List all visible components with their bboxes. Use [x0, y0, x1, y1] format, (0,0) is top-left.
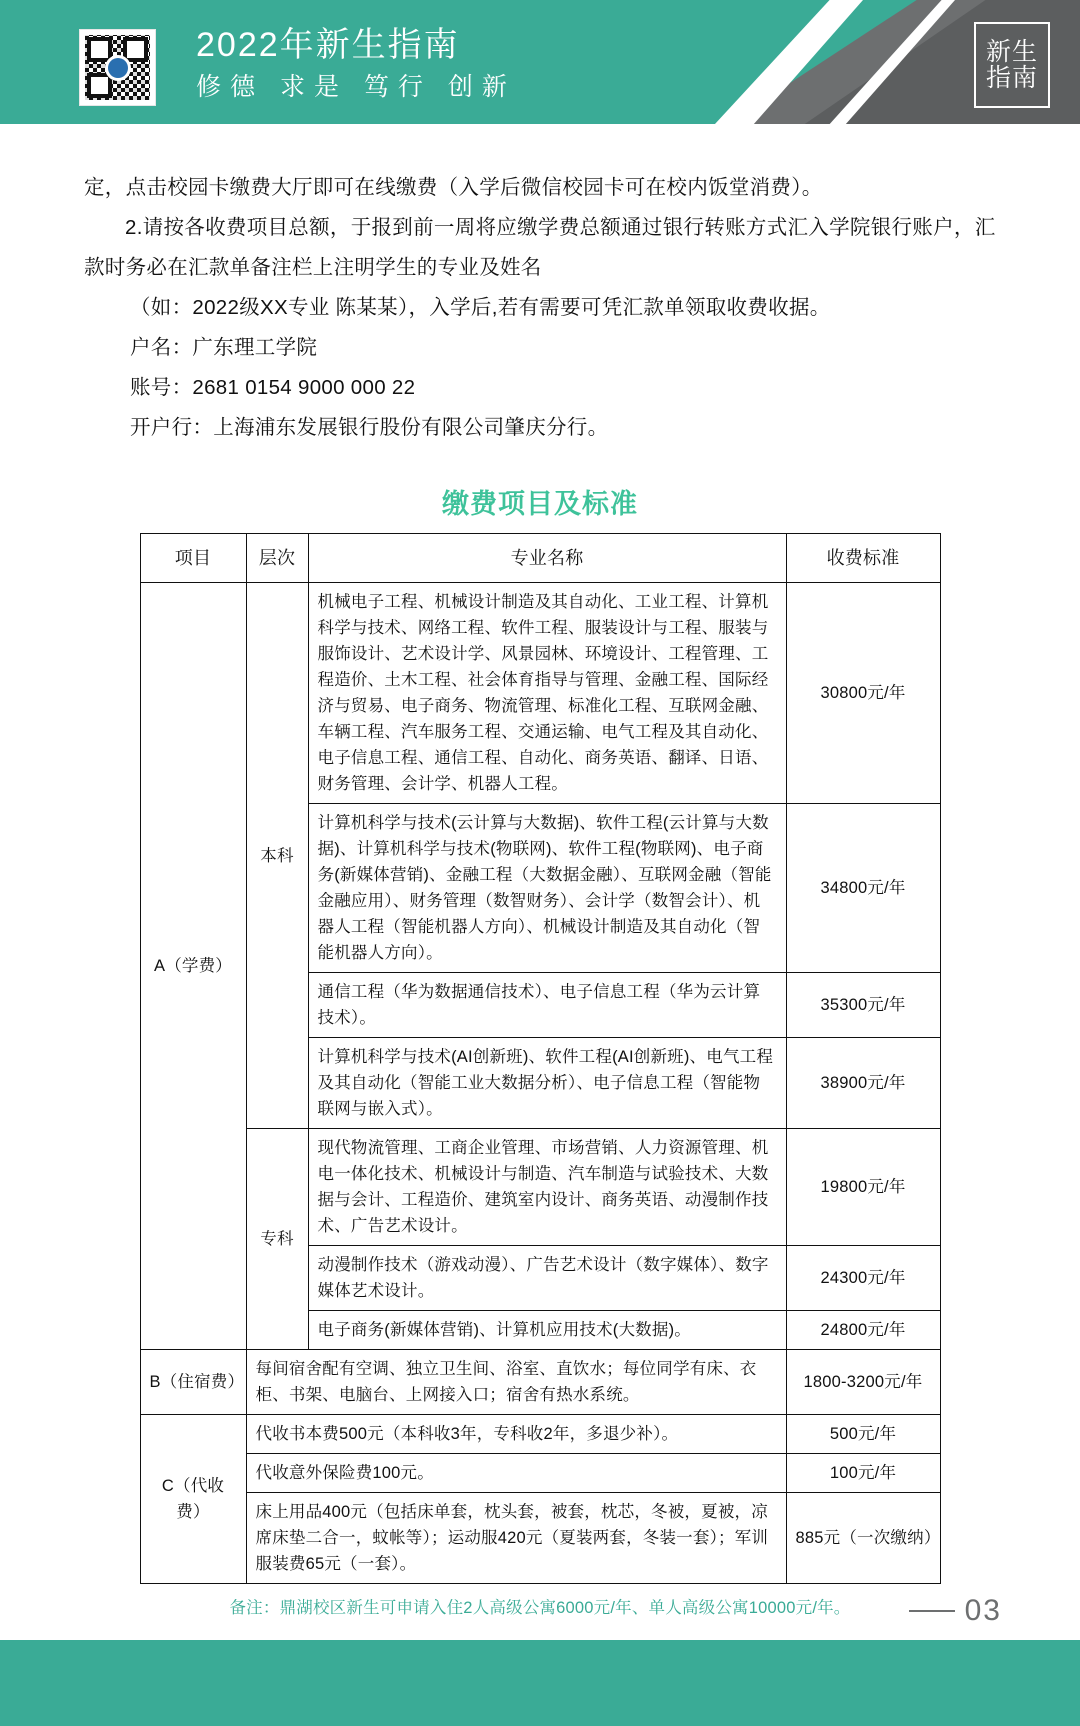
- misc-description-cell: 代收意外保险费100元。: [246, 1454, 786, 1493]
- fee-cell: 100元/年: [786, 1454, 940, 1493]
- page-number: 03: [964, 1594, 1002, 1627]
- fee-cell: 19800元/年: [786, 1129, 940, 1246]
- account-number-line: 账号：2681 0154 9000 000 22: [130, 376, 416, 399]
- folio-dash-icon: [909, 1610, 955, 1612]
- fee-cell: 35300元/年: [786, 973, 940, 1038]
- misc-description-cell: 床上用品400元（包括床单套，枕头套，被套，枕芯，冬被，夏被，凉席床垫二合一，蚊帐等）；运动服420元（夏装两套，冬装一套）；军训服装费65元（一套）。: [246, 1493, 786, 1584]
- column-header-fee: 收费标准: [786, 534, 940, 583]
- major-list-cell: 电子商务(新媒体营销)、计算机应用技术(大数据)。: [308, 1311, 786, 1350]
- page-content: [0, 168, 1080, 1618]
- table-row: [140, 1454, 940, 1493]
- fee-cell: 30800元/年: [786, 583, 940, 804]
- table-row: [140, 1129, 940, 1246]
- table-header-row: [140, 534, 940, 583]
- column-header-major: 专业名称: [308, 534, 786, 583]
- group-label-a: A（学费）: [140, 583, 246, 1350]
- page-header-banner: [0, 0, 1080, 124]
- table-row: [140, 583, 940, 804]
- fee-cell: 500元/年: [786, 1415, 940, 1454]
- group-label-c: C（代收费）: [140, 1415, 246, 1584]
- table-footnote: 备注：鼎湖校区新生可申请入住2人高级公寓6000元/年、单人高级公寓10000元/年。: [229, 1599, 851, 1617]
- side-tag-line-1: 新生: [985, 37, 1038, 66]
- column-header-item: 项目: [140, 534, 246, 583]
- fee-cell: 38900元/年: [786, 1038, 940, 1129]
- group-label-b: B（住宿费）: [140, 1350, 246, 1415]
- page-footer-bar: [0, 1640, 1080, 1726]
- major-list-cell: 通信工程（华为数据通信技术）、电子信息工程（华为云计算技术）。: [308, 973, 786, 1038]
- paragraph-example: （如：2022级XX专业 陈某某），入学后,若有需要可凭汇款单领取收费收据。: [130, 296, 831, 319]
- table-row: [140, 1350, 940, 1415]
- qr-corner-bottom-left: [87, 73, 112, 98]
- account-name-line: 户名：广东理工学院: [130, 336, 318, 359]
- major-list-cell: 动漫制作技术（游戏动漫）、广告艺术设计（数字媒体）、数字媒体艺术设计。: [308, 1246, 786, 1311]
- major-list-cell: 计算机科学与技术(云计算与大数据)、软件工程(云计算与大数据)、计算机科学与技术(物联网)、软件工程(物联网)、电子商务(新媒体营销)、金融工程（大数据金融）、互联网金融（智能金融应用）、财务管理（数智财务）、会计学（数智会计）、机器人工程（智能机器人方向）、机械设计制造及其自动化（智能机器人方向）。: [308, 804, 786, 973]
- fee-cell: 1800-3200元/年: [786, 1350, 940, 1415]
- banner-title: 2022年新生指南: [196, 26, 460, 64]
- fee-cell: 24800元/年: [786, 1311, 940, 1350]
- major-list-cell: 机械电子工程、机械设计制造及其自动化、工业工程、计算机科学与技术、网络工程、软件工程、服装设计与工程、服装与服饰设计、艺术设计学、风景园林、环境设计、工程管理、工程造价、土木工程、社会体育指导与管理、金融工程、国际经济与贸易、电子商务、物流管理、标准化工程、互联网金融、车辆工程、汽车服务工程、交通运输、电气工程及其自动化、电子信息工程、通信工程、自动化、商务英语、翻译、日语、财务管理、会计学、机器人工程。: [308, 583, 786, 804]
- fee-cell: 885元（一次缴纳）: [786, 1493, 940, 1584]
- misc-description-cell: 代收书本费500元（本科收3年，专科收2年，多退少补）。: [246, 1415, 786, 1454]
- fee-standards-table: [140, 533, 941, 1584]
- qr-corner-top-right: [123, 37, 148, 62]
- fee-cell: 24300元/年: [786, 1246, 940, 1311]
- page-folio: [909, 1594, 1002, 1628]
- column-header-level: 层次: [246, 534, 308, 583]
- banner-subtitle: 修德 求是 笃行 创新: [196, 72, 516, 101]
- major-list-cell: 现代物流管理、工商企业管理、市场营销、人力资源管理、机电一体化技术、机械设计与制造、汽车制造与试验技术、大数据与会计、工程造价、建筑室内设计、商务英语、动漫制作技术、广告艺术设计。: [308, 1129, 786, 1246]
- qr-corner-top-left: [87, 37, 112, 62]
- level-label-vocational: 专科: [246, 1129, 308, 1350]
- qr-code-icon: [80, 30, 155, 105]
- section-title: 缴费项目及标准: [442, 489, 638, 519]
- fee-cell: 34800元/年: [786, 804, 940, 973]
- major-list-cell: 计算机科学与技术(AI创新班)、软件工程(AI创新班)、电气工程及其自动化（智能工业大数据分析）、电子信息工程（智能物联网与嵌入式）。: [308, 1038, 786, 1129]
- paragraph-item-2: 2.请按各收费项目总额，于报到前一周将应缴学费总额通过银行转账方式汇入学院银行账户，汇款时务必在汇款单备注栏上注明学生的专业及姓名: [84, 216, 996, 279]
- banner-title-group: [196, 24, 516, 106]
- table-row: [140, 1415, 940, 1454]
- side-tag-badge: [974, 22, 1050, 108]
- paragraph-continuation: 定，点击校园卡缴费大厅即可在线缴费（入学后微信校园卡可在校内饭堂消费）。: [84, 176, 823, 199]
- accommodation-description-cell: 每间宿舍配有空调、独立卫生间、浴室、直饮水；每位同学有床、衣柜、书架、电脑台、上网接入口；宿舍有热水系统。: [246, 1350, 786, 1415]
- bank-name-line: 开户行：上海浦东发展银行股份有限公司肇庆分行。: [130, 416, 609, 439]
- side-tag-line-2: 指南: [985, 64, 1038, 92]
- table-row: [140, 1493, 940, 1584]
- level-label-undergrad: 本科: [246, 583, 308, 1129]
